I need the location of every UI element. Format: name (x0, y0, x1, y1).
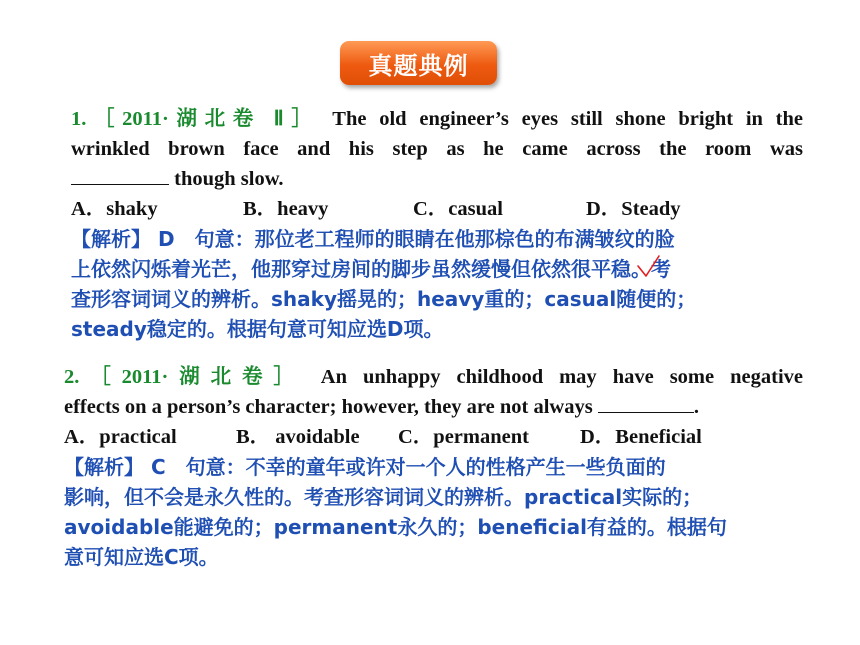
q1-analysis-2: 上依然闪烁着光芒，他那穿过房间的脚步虽然缓慢但依然很平稳。考 (71, 257, 671, 281)
q2-options (64, 422, 804, 452)
section-title: 真题典例 (368, 51, 469, 80)
section-title-badge (340, 41, 497, 85)
q2-line-1 (64, 362, 803, 392)
q2-option-a: A．practical (64, 426, 177, 448)
q2-analysis-3: avoidable能避免的；permanent永久的；beneficial有益的。根据句 (64, 515, 727, 539)
q1-analysis-3: 查形容词词义的辨析。shaky摇晃的；heavy重的；casual随便的； (71, 287, 697, 311)
q1-options (71, 194, 811, 224)
q2-analysis-1: 【解析】 C 句意：不幸的童年或许对一个人的性格产生一些负面的 (64, 455, 666, 479)
q2-option-d: D．Beneficial (580, 426, 702, 448)
q1-stem-3: though slow. (174, 168, 284, 190)
q1-option-a: A．shaky (71, 198, 158, 220)
q1-option-d: D．Steady (586, 198, 681, 220)
q2-line-2 (64, 392, 699, 422)
q1-option-c: C．casual (413, 198, 503, 220)
q1-line-3 (71, 164, 284, 194)
q1-line-2: wrinkled brown face and his step as he came across the room was (71, 138, 803, 160)
q2-source: 2.［2011·湖北卷］ (64, 366, 305, 388)
q2-stem-1: An unhappy childhood may have some negative (320, 366, 803, 388)
q2-option-b: B． avoidable (236, 426, 360, 448)
q1-line-1 (71, 104, 803, 134)
q1-source: 1.［2011·湖北卷 Ⅱ］ (71, 108, 320, 130)
q1-analysis-4: steady稳定的。根据句意可知应选D项。 (71, 317, 444, 341)
q1-blank (71, 164, 169, 185)
q1-stem-1: The old engineer’s eyes still shone bright in the (332, 108, 804, 130)
q2-analysis-2: 影响，但不会是永久性的。考查形容词词义的辨析。practical实际的； (64, 485, 703, 509)
q2-stem-2: effects on a person’s character; however, they are not always (64, 396, 593, 418)
q2-analysis-4: 意可知应选C项。 (64, 545, 219, 569)
q1-option-b: B．heavy (243, 198, 329, 220)
q2-blank (598, 392, 694, 413)
q1-analysis-1: 【解析】 D 句意：那位老工程师的眼睛在他那棕色的布满皱纹的脸 (71, 227, 675, 251)
q2-stem-2-end: . (693, 396, 699, 418)
q2-option-c: C．permanent (398, 426, 529, 448)
